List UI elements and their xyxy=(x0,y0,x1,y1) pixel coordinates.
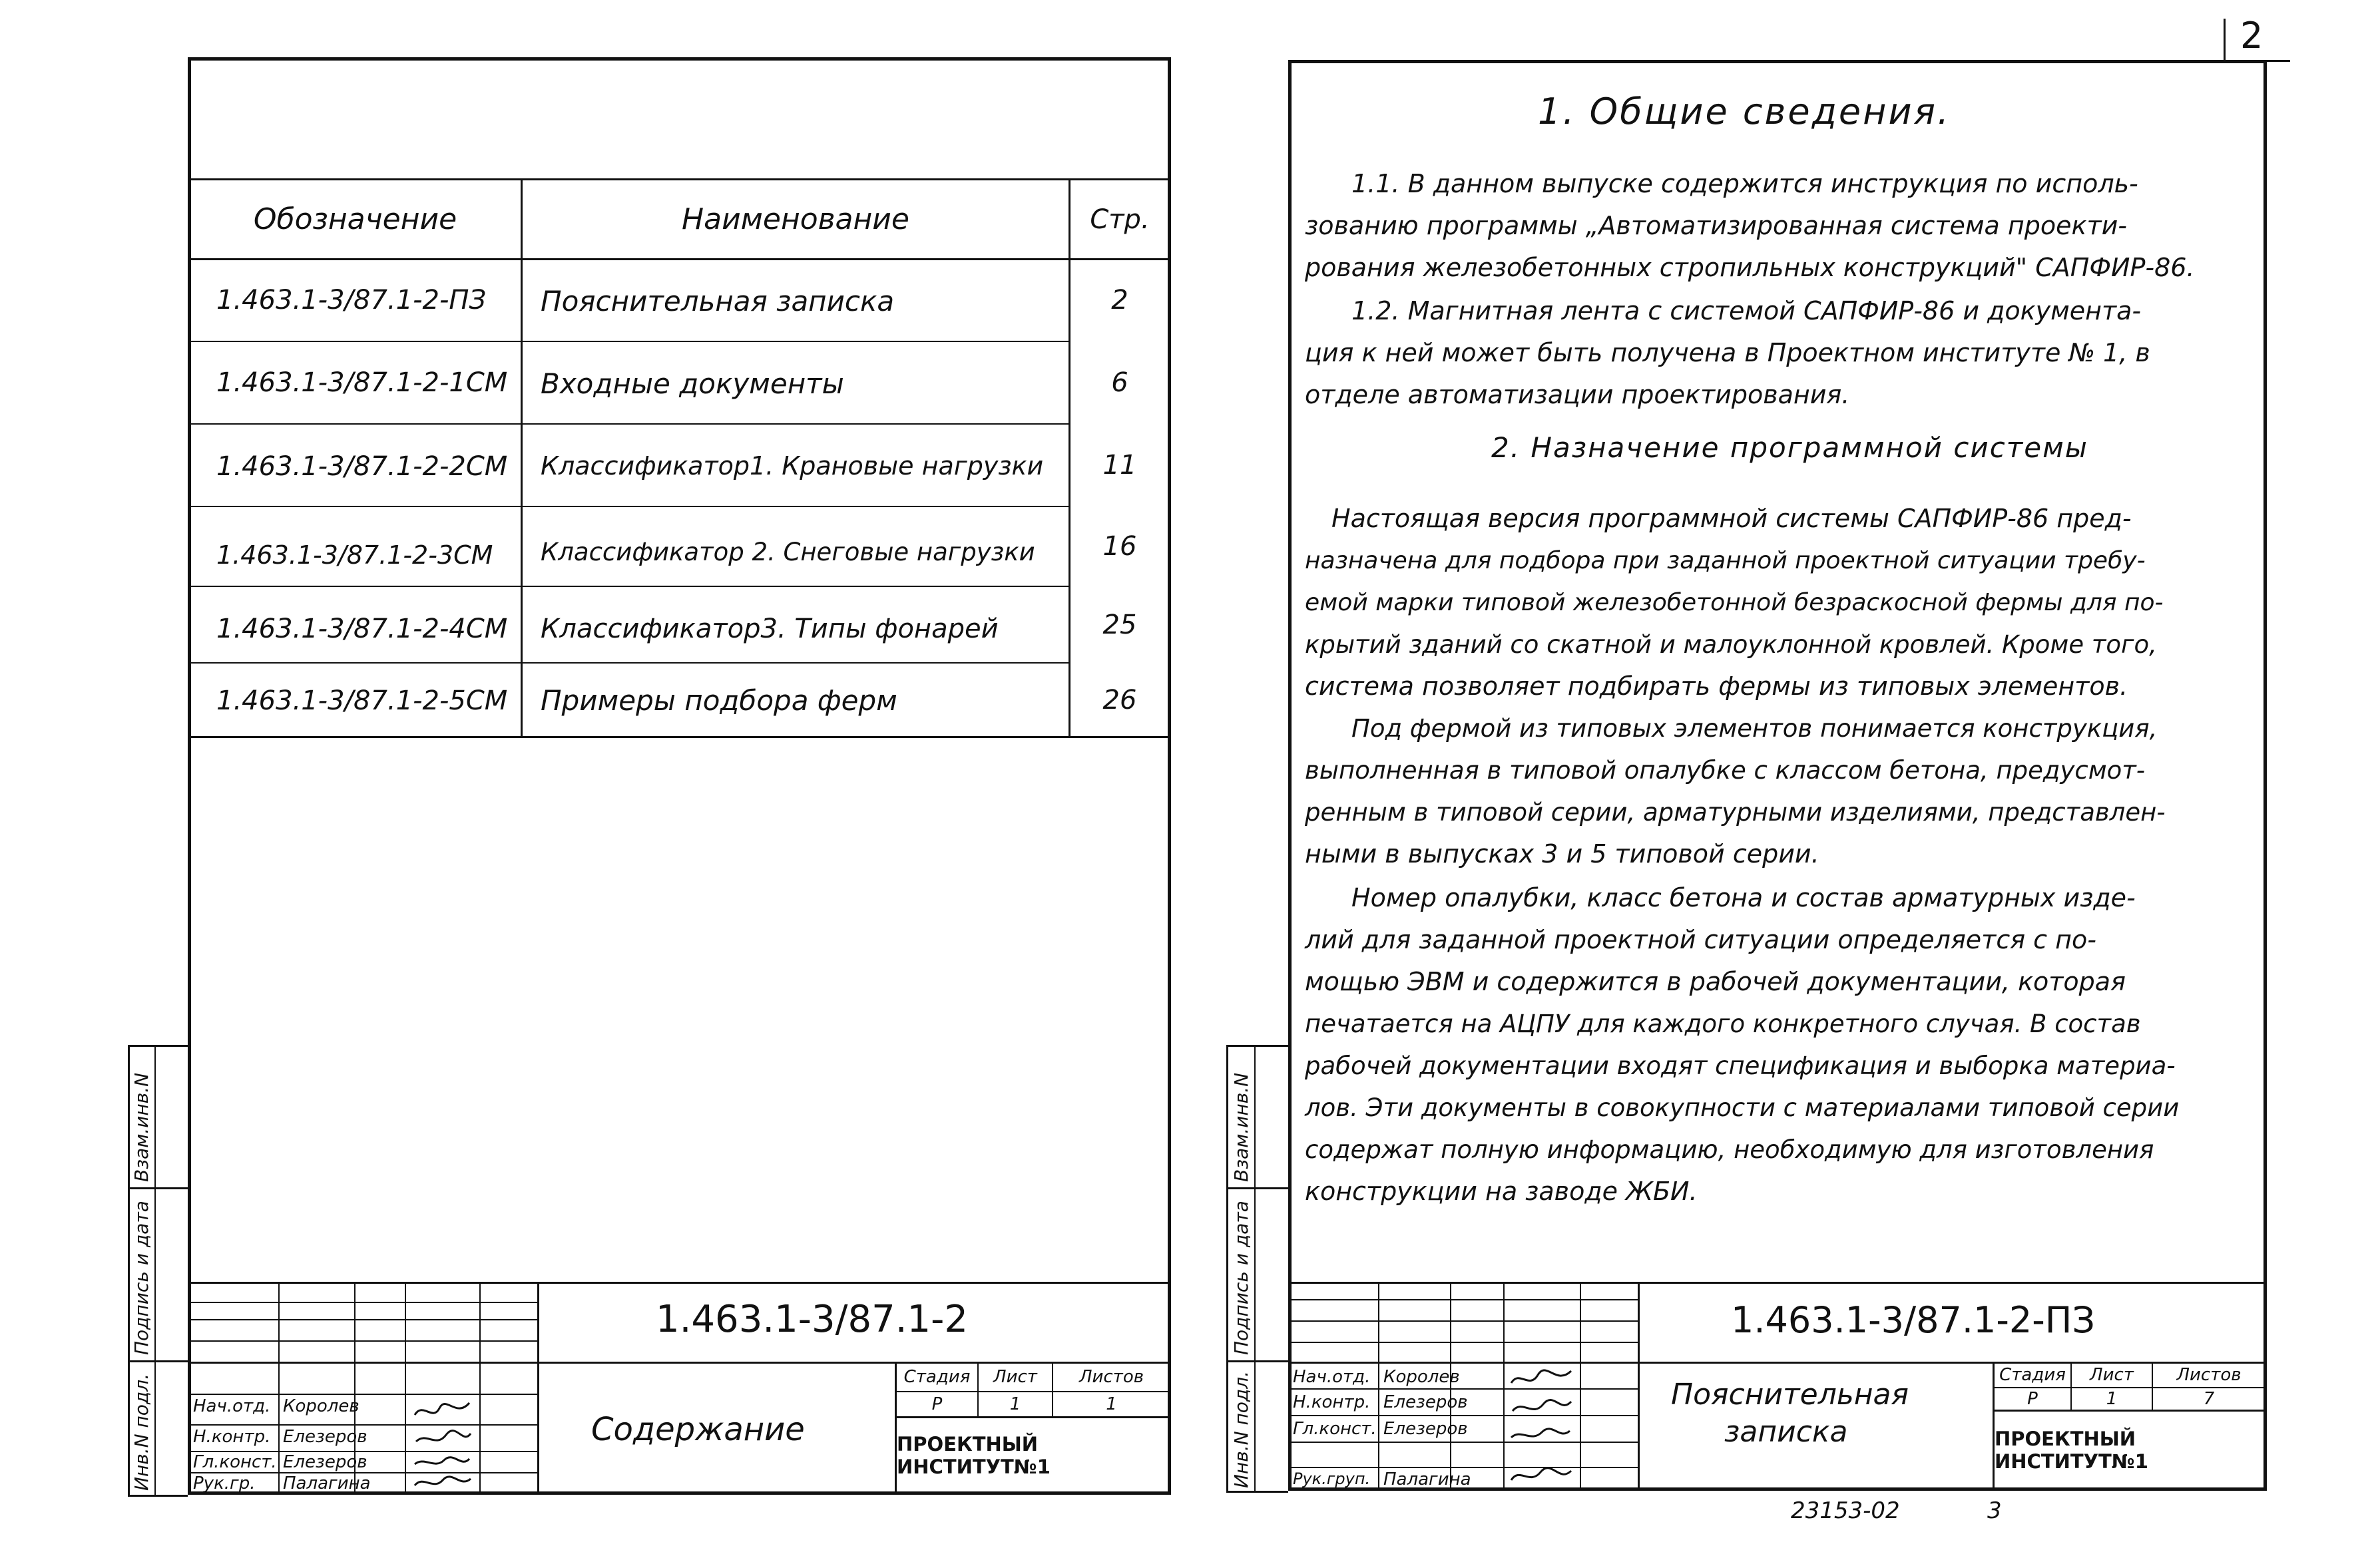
text-line: конструкции на заводе ЖБИ. xyxy=(1305,1177,1698,1206)
text-line: Под фермой из типовых элементов понимается конструкция, xyxy=(1351,714,2158,743)
row-code: 1.463.1-3/87.1-2-5СМ xyxy=(216,685,508,716)
header-designation: Обозначение xyxy=(253,202,457,236)
row-name: Примеры подбора ферм xyxy=(541,684,897,717)
person-role: Н.контр. xyxy=(1293,1392,1371,1412)
row-code: 1.463.1-3/87.1-2-ПЗ xyxy=(216,285,487,315)
signature-icon xyxy=(409,1395,476,1493)
side-inv: Инв.N подл. xyxy=(1230,1370,1252,1488)
row-code: 1.463.1-3/87.1-2-4СМ xyxy=(216,614,508,644)
sheets-label: Листов xyxy=(1078,1367,1144,1387)
text-line: выполненная в типовой опалубке с классом бетона, предусмот- xyxy=(1305,756,2146,785)
row-page: 25 xyxy=(1102,609,1137,640)
stage-label: Стадия xyxy=(903,1367,971,1387)
person-role: Рук.груп. xyxy=(1293,1469,1371,1488)
stamp-code: 1.463.1-3/87.1-2 xyxy=(656,1298,968,1341)
stamp-title-line1: Пояснительная xyxy=(1671,1378,1909,1412)
person-name: Елезеров xyxy=(1383,1419,1468,1439)
stamp-code: 1.463.1-3/87.1-2-ПЗ xyxy=(1731,1299,2095,1341)
person-role: Н.контр. xyxy=(193,1427,271,1447)
side-podp: Подпись и дата xyxy=(130,1201,152,1355)
stage-value: Р xyxy=(2027,1389,2038,1409)
text-line: крытий зданий со скатной и малоуклонной кровлей. Кроме того, xyxy=(1305,630,2157,659)
person-name: Елезеров xyxy=(1383,1392,1468,1412)
heading-general: 1. Общие сведения. xyxy=(1538,91,1951,132)
person-name: Королев xyxy=(1383,1367,1460,1387)
text-line: отделе автоматизации проектирования. xyxy=(1305,380,1850,409)
row-name: Классификатор1. Крановые нагрузки xyxy=(541,451,1044,481)
person-role: Рук.гр. xyxy=(193,1473,256,1493)
stage-label: Стадия xyxy=(1999,1365,2066,1385)
page-number: 2 xyxy=(2240,15,2263,57)
row-name: Пояснительная записка xyxy=(541,285,895,317)
text-line: рования железобетонных стропильных конструкций" САПФИР-86. xyxy=(1305,253,2195,282)
text-line: содержат полную информацию, необходимую для изготовления xyxy=(1305,1135,2154,1164)
stamp-title-line2: записка xyxy=(1724,1415,1848,1449)
text-line: Настоящая версия программной системы САПФИР-86 пред- xyxy=(1331,504,2132,533)
bottom-note-code: 23153-02 xyxy=(1791,1497,1900,1524)
bottom-note-num: 3 xyxy=(1987,1497,2002,1524)
sheet-label: Лист xyxy=(993,1367,1037,1387)
text-line: ными в выпусках 3 и 5 типовой серии. xyxy=(1305,839,1819,869)
row-code: 1.463.1-3/87.1-2-1СМ xyxy=(216,367,508,398)
row-name: Входные документы xyxy=(541,367,844,400)
text-line: система позволяет подбирать фермы из типовых элементов. xyxy=(1305,672,2128,701)
text-line: печатается на АЦПУ для каждого конкретного случая. В состав xyxy=(1305,1010,2141,1038)
left-sheet-frame xyxy=(188,57,1171,1495)
text-line: рабочей документации входят спецификация и выборка материа- xyxy=(1305,1052,2176,1080)
text-line: лий для заданной проектной ситуации определяется с по- xyxy=(1305,925,2096,954)
text-line: ция к ней может быть получена в Проектном институте № 1, в xyxy=(1305,338,2150,367)
text-line: ренным в типовой серии, арматурными изделиями, представлен- xyxy=(1305,798,2166,827)
person-name: Королев xyxy=(283,1396,359,1416)
header-name: Наименование xyxy=(682,202,909,236)
row-code: 1.463.1-3/87.1-2-3СМ xyxy=(216,540,493,570)
text-line: 1.2. Магнитная лента с системой САПФИР-86 и документа- xyxy=(1351,296,2142,325)
stamp-org: ПРОЕКТНЫЙ ИНСТИТУТ№1 xyxy=(897,1433,1051,1478)
person-role: Нач.отд. xyxy=(193,1396,271,1416)
stamp-title: Содержание xyxy=(591,1411,805,1448)
stage-value: Р xyxy=(931,1394,943,1414)
text-line: 1.1. В данном выпуске содержится инструкция по исполь- xyxy=(1351,169,2138,198)
side-podp: Подпись и дата xyxy=(1230,1201,1252,1355)
side-vzam: Взам.инв.N xyxy=(130,1072,152,1182)
row-name: Классификатор 2. Снеговые нагрузки xyxy=(541,538,1035,566)
text-line: лов. Эти документы в совокупности с материалами типовой серии xyxy=(1305,1093,2180,1122)
heading-purpose: 2. Назначение программной системы xyxy=(1491,431,2088,464)
header-page: Стр. xyxy=(1090,204,1150,235)
sheet-value: 1 xyxy=(1009,1394,1021,1414)
person-role: Гл.конст. xyxy=(193,1452,277,1472)
row-name: Классификатор3. Типы фонарей xyxy=(541,614,999,644)
text-line: мощью ЭВМ и содержится в рабочей документации, которая xyxy=(1305,967,2126,996)
side-vzam: Взам.инв.N xyxy=(1230,1072,1252,1182)
person-role: Гл.конст. xyxy=(1293,1419,1377,1439)
sheet-label: Лист xyxy=(2090,1365,2134,1385)
stamp-org: ПРОЕКТНЫЙ ИНСТИТУТ№1 xyxy=(1995,1428,2148,1473)
text-line: Номер опалубки, класс бетона и состав арматурных изде- xyxy=(1351,883,2136,912)
person-name: Палагина xyxy=(1383,1469,1471,1489)
text-line: назначена для подбора при заданной проектной ситуации требу- xyxy=(1305,547,2146,574)
sheets-label: Листов xyxy=(2176,1365,2242,1385)
person-name: Палагина xyxy=(283,1473,371,1493)
row-page: 6 xyxy=(1111,367,1128,398)
side-inv: Инв.N подл. xyxy=(130,1373,152,1491)
text-line: емой марки типовой железобетонной безраскосной фермы для по- xyxy=(1305,589,2164,616)
sheets-value: 7 xyxy=(2203,1389,2215,1409)
row-page: 26 xyxy=(1102,684,1137,715)
row-page: 11 xyxy=(1102,450,1137,481)
text-line: зованию программы „Автоматизированная система проекти- xyxy=(1305,211,2127,240)
row-code: 1.463.1-3/87.1-2-2СМ xyxy=(216,451,508,482)
person-name: Елезеров xyxy=(283,1452,367,1472)
signature-icon xyxy=(1506,1366,1578,1489)
sheet-value: 1 xyxy=(2106,1389,2118,1409)
row-page: 16 xyxy=(1102,531,1137,562)
person-name: Елезеров xyxy=(283,1427,367,1447)
sheets-value: 1 xyxy=(1106,1394,1117,1414)
row-page: 2 xyxy=(1111,285,1128,315)
person-role: Нач.отд. xyxy=(1293,1367,1371,1387)
